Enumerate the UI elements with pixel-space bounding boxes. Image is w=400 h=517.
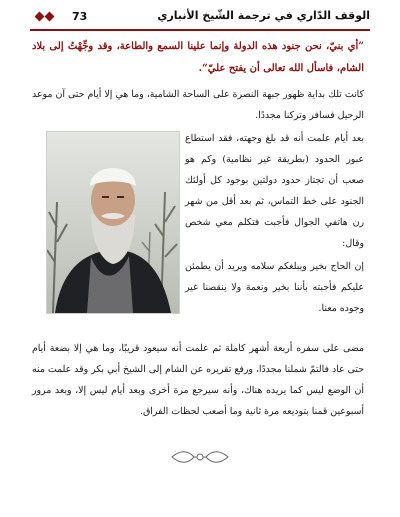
quoted-speech: ”أي بنيّ، نحن جنود هذه الدولة وإنما علينا السمع والطاعة، وقد وجِّهْتُ إلى بلاد الشام، فاسأل الله تعالى أن يفتح عليّ“.: [32, 41, 364, 74]
page-header: [30, 8, 370, 28]
running-title: الوقف الدّاري في ترجمة الشّيخ الأنباري: [157, 9, 370, 22]
diamond-icon: [45, 12, 55, 22]
header-rule: [30, 29, 370, 31]
paragraph: مضى على سفره أربعة أشهر كاملة ثم علمت أنه سيعود قريبًا، وما هي إلا بضعة أيام حتى عاد فالتمّ شملنا مجددًا، ورفع تقريره عن الشام إلى الشيخ أبي بكر وقد علمت منه أن الوضع ليس كما يريده هناك، وأنه سيرجع مرة أخرى وبعد أيام ليس إلا، وبعد مرور أسبوعين قمنا بتوديعه مرة ثانية وما أصعب لحظات الفراق.: [32, 343, 364, 417]
diamond-icon: [35, 12, 45, 22]
page-number: 73: [72, 10, 88, 23]
paragraph: إن الحاج بخير ويبلغكم سلامه ويريد أن يطمئن عليكم فأجبته بأننا بخير ونعمة ولا ينقصنا غير وجوده معنا.: [185, 261, 364, 314]
paragraph: بعد أيام علمت أنه قد بلغ وجهته، فقد استطاع عبور الحدود (بطريقة غير نظامية) وكم هو صعب أن تجتاز حدود دولتين بوجود كل أولئك الجنود على خط التماس، ثم بعد أقل من شهر رن هاتفي الجوال فأجبت فتكلم معي شخص وقال:: [185, 133, 364, 249]
portrait-photo: [46, 131, 180, 314]
ornament-icon: [168, 448, 232, 466]
paragraph: كانت تلك بداية ظهور جبهة النصرة على الساحة الشامية، وما هي إلا أيام حتى آن موعد الرحيل فسافر وتركنا مجددًا.: [32, 89, 364, 121]
